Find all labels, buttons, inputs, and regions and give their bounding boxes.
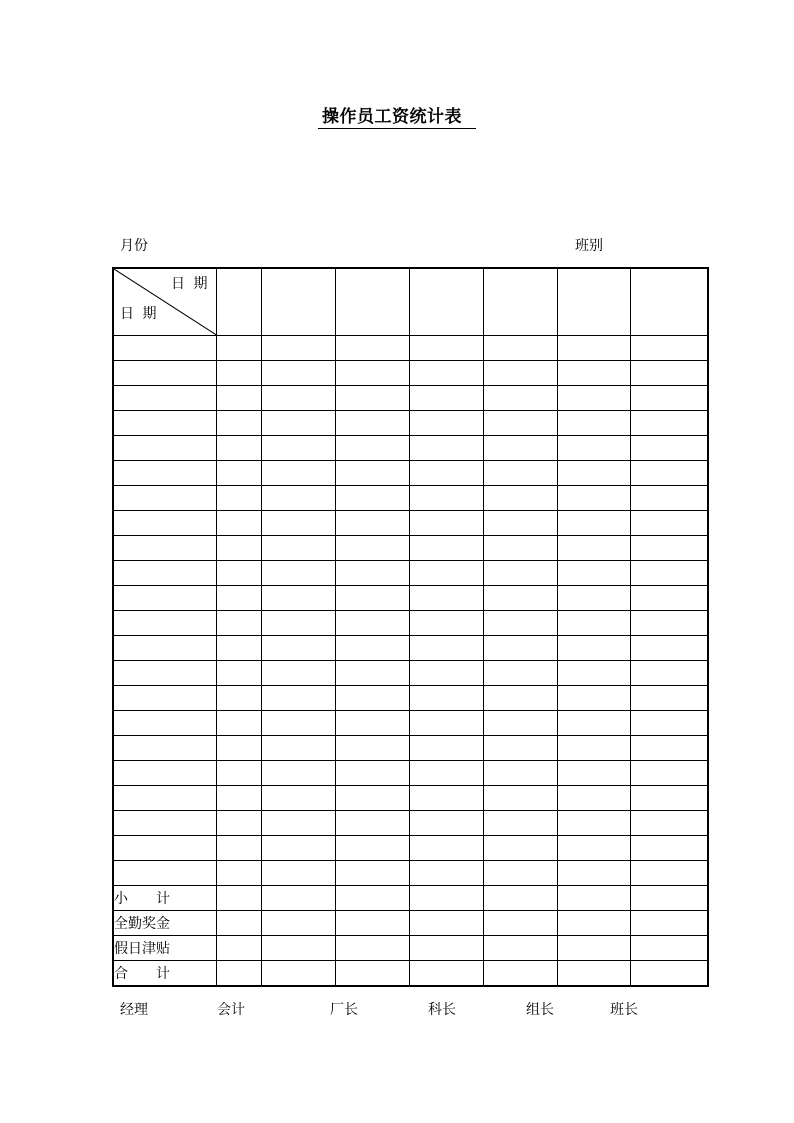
table-cell <box>261 436 335 461</box>
table-row <box>113 411 708 436</box>
table-cell <box>557 436 630 461</box>
table-cell <box>216 411 261 436</box>
table-row <box>113 461 708 486</box>
table-cell <box>113 511 216 536</box>
table-cell <box>216 761 261 786</box>
table-cell <box>409 736 483 761</box>
form-title-text: 操作员工资统计表 <box>318 106 476 129</box>
table-cell <box>216 436 261 461</box>
table-cell <box>261 886 335 911</box>
table-cell <box>409 461 483 486</box>
table-cell <box>557 736 630 761</box>
table-cell <box>409 886 483 911</box>
table-cell <box>216 586 261 611</box>
table-cell <box>409 511 483 536</box>
table-cell <box>261 761 335 786</box>
shift-label: 班别 <box>575 238 603 254</box>
table-cell <box>483 786 557 811</box>
table-cell <box>261 711 335 736</box>
table-cell <box>557 411 630 436</box>
table-cell <box>335 336 409 361</box>
table-cell <box>216 911 261 936</box>
table-cell <box>335 936 409 961</box>
table-cell <box>409 486 483 511</box>
table-cell <box>335 386 409 411</box>
table-cell <box>216 486 261 511</box>
signature-factory-director: 厂长 <box>330 1002 358 1018</box>
table-cell <box>113 361 216 386</box>
table-cell <box>483 361 557 386</box>
table-row <box>113 836 708 861</box>
table-cell <box>409 411 483 436</box>
table-cell <box>261 536 335 561</box>
table-cell <box>630 361 708 386</box>
table-cell <box>335 361 409 386</box>
table-cell <box>113 736 216 761</box>
header-cell <box>216 268 261 336</box>
table-cell <box>409 661 483 686</box>
summary-row <box>113 936 708 961</box>
table-cell <box>630 786 708 811</box>
table-cell <box>335 511 409 536</box>
table-cell <box>216 361 261 386</box>
table-cell <box>113 486 216 511</box>
table-cell <box>113 786 216 811</box>
table-cell <box>216 786 261 811</box>
row-label: 合 计 <box>113 961 216 987</box>
table-cell <box>261 961 335 987</box>
table-cell <box>216 811 261 836</box>
table-cell <box>409 761 483 786</box>
table-cell <box>557 836 630 861</box>
table-cell <box>409 836 483 861</box>
table-cell <box>557 786 630 811</box>
table-row <box>113 536 708 561</box>
table-cell <box>557 386 630 411</box>
table-cell <box>557 961 630 987</box>
table-row <box>113 361 708 386</box>
table-cell <box>630 611 708 636</box>
table-row <box>113 336 708 361</box>
table-cell <box>557 711 630 736</box>
table-row <box>113 561 708 586</box>
table-cell <box>261 686 335 711</box>
row-label: 全勤奖金 <box>113 911 216 936</box>
table-row <box>113 761 708 786</box>
table-cell <box>483 661 557 686</box>
table-cell <box>483 911 557 936</box>
table-cell <box>409 586 483 611</box>
table-cell <box>113 561 216 586</box>
table-cell <box>630 386 708 411</box>
table-cell <box>261 661 335 686</box>
table-cell <box>216 611 261 636</box>
table-cell <box>630 936 708 961</box>
table-cell <box>216 861 261 886</box>
table-cell <box>261 836 335 861</box>
table-cell <box>557 511 630 536</box>
table-row <box>113 636 708 661</box>
table-cell <box>630 736 708 761</box>
table-row <box>113 611 708 636</box>
table-cell <box>216 561 261 586</box>
table-cell <box>335 636 409 661</box>
table-cell <box>113 861 216 886</box>
table-row <box>113 811 708 836</box>
table-cell <box>483 536 557 561</box>
table-cell <box>557 761 630 786</box>
table-cell <box>409 786 483 811</box>
table-cell <box>630 561 708 586</box>
table-cell <box>409 386 483 411</box>
table-cell <box>113 711 216 736</box>
table-cell <box>409 961 483 987</box>
table-cell <box>557 911 630 936</box>
table-row <box>113 711 708 736</box>
table-cell <box>216 711 261 736</box>
table-cell <box>630 961 708 987</box>
table-cell <box>261 336 335 361</box>
table-cell <box>409 636 483 661</box>
table-cell <box>483 711 557 736</box>
table-cell <box>483 886 557 911</box>
header-cell <box>335 268 409 336</box>
table-cell <box>113 411 216 436</box>
table-cell <box>630 761 708 786</box>
table-row <box>113 861 708 886</box>
table-cell <box>483 386 557 411</box>
table-cell <box>261 636 335 661</box>
table-cell <box>335 961 409 987</box>
table-row <box>113 436 708 461</box>
table-cell <box>216 386 261 411</box>
table-cell <box>409 861 483 886</box>
table-cell <box>409 711 483 736</box>
table-cell <box>557 461 630 486</box>
table-cell <box>113 386 216 411</box>
table-cell <box>113 636 216 661</box>
table-cell <box>630 811 708 836</box>
table-cell <box>216 736 261 761</box>
table-cell <box>335 686 409 711</box>
table-cell <box>216 686 261 711</box>
header-cell <box>557 268 630 336</box>
summary-row <box>113 961 708 987</box>
table-cell <box>557 586 630 611</box>
table-cell <box>261 411 335 436</box>
table-cell <box>113 611 216 636</box>
table-cell <box>261 561 335 586</box>
table-cell <box>113 336 216 361</box>
table-cell <box>483 336 557 361</box>
table-cell <box>483 636 557 661</box>
table-cell <box>261 586 335 611</box>
table-cell <box>216 936 261 961</box>
signature-manager: 经理 <box>120 1002 148 1018</box>
table-cell <box>630 436 708 461</box>
table-cell <box>335 436 409 461</box>
table-cell <box>557 861 630 886</box>
table-cell <box>261 786 335 811</box>
signature-accountant: 会计 <box>217 1002 245 1018</box>
table-cell <box>409 611 483 636</box>
table-cell <box>557 661 630 686</box>
table-header-row <box>113 268 708 336</box>
signature-section-chief: 科长 <box>428 1002 456 1018</box>
table-cell <box>335 411 409 436</box>
table-cell <box>630 636 708 661</box>
table-cell <box>483 611 557 636</box>
header-top-label: 日 期 <box>171 276 210 292</box>
table-cell <box>335 811 409 836</box>
table-row <box>113 786 708 811</box>
table-cell <box>409 936 483 961</box>
table-cell <box>113 811 216 836</box>
table-cell <box>630 836 708 861</box>
signature-group-leader: 组长 <box>526 1002 554 1018</box>
header-cell <box>630 268 708 336</box>
table-cell <box>483 761 557 786</box>
table-cell <box>335 536 409 561</box>
header-cell <box>409 268 483 336</box>
table-cell <box>335 886 409 911</box>
table-cell <box>261 911 335 936</box>
row-label: 小 计 <box>113 886 216 911</box>
table-cell <box>261 811 335 836</box>
table-cell <box>113 661 216 686</box>
table-row <box>113 661 708 686</box>
table-cell <box>630 336 708 361</box>
table-cell <box>409 686 483 711</box>
table-cell <box>483 561 557 586</box>
table-cell <box>216 661 261 686</box>
table-cell <box>630 711 708 736</box>
table-row <box>113 736 708 761</box>
table-cell <box>409 336 483 361</box>
table-cell <box>113 686 216 711</box>
table-cell <box>557 486 630 511</box>
table-cell <box>409 811 483 836</box>
table-cell <box>630 461 708 486</box>
table-cell <box>630 911 708 936</box>
signature-shift-leader: 班长 <box>610 1002 638 1018</box>
table-cell <box>483 961 557 987</box>
table-cell <box>557 886 630 911</box>
table-cell <box>335 461 409 486</box>
header-cell <box>261 268 335 336</box>
table-cell <box>409 536 483 561</box>
table-row <box>113 386 708 411</box>
table-cell <box>630 486 708 511</box>
table-cell <box>216 336 261 361</box>
table-cell <box>557 561 630 586</box>
table-cell <box>483 586 557 611</box>
header-bottom-label: 日 期 <box>120 306 159 322</box>
table-cell <box>557 936 630 961</box>
table-cell <box>335 861 409 886</box>
table-row <box>113 686 708 711</box>
form-title <box>0 106 794 129</box>
row-label: 假日津贴 <box>113 936 216 961</box>
table-cell <box>483 411 557 436</box>
table-cell <box>216 886 261 911</box>
table-row <box>113 511 708 536</box>
table-cell <box>483 436 557 461</box>
table-cell <box>557 611 630 636</box>
table-cell <box>113 536 216 561</box>
summary-row <box>113 886 708 911</box>
table-cell <box>261 736 335 761</box>
table-cell <box>409 911 483 936</box>
table-cell <box>335 761 409 786</box>
table-cell <box>630 886 708 911</box>
table-cell <box>483 811 557 836</box>
table-cell <box>216 536 261 561</box>
wage-table <box>112 267 709 987</box>
table-cell <box>630 661 708 686</box>
table-cell <box>483 936 557 961</box>
table-cell <box>113 836 216 861</box>
table-cell <box>261 386 335 411</box>
table-cell <box>483 736 557 761</box>
table-cell <box>216 636 261 661</box>
table-cell <box>216 461 261 486</box>
table-cell <box>557 361 630 386</box>
table-cell <box>261 461 335 486</box>
table-cell <box>335 736 409 761</box>
table-cell <box>113 761 216 786</box>
table-cell <box>261 611 335 636</box>
table-cell <box>483 486 557 511</box>
table-row <box>113 586 708 611</box>
table-cell <box>335 711 409 736</box>
table-cell <box>557 336 630 361</box>
table-cell <box>483 836 557 861</box>
table-cell <box>261 361 335 386</box>
table-cell <box>409 436 483 461</box>
table-cell <box>335 611 409 636</box>
table-cell <box>335 586 409 611</box>
table-cell <box>335 786 409 811</box>
table-row <box>113 486 708 511</box>
table-cell <box>483 511 557 536</box>
table-cell <box>630 511 708 536</box>
table-cell <box>261 511 335 536</box>
table-cell <box>261 936 335 961</box>
table-cell <box>335 911 409 936</box>
month-label: 月份 <box>120 238 148 254</box>
table-cell <box>630 411 708 436</box>
diagonal-header-cell <box>113 268 216 336</box>
table-cell <box>216 511 261 536</box>
table-cell <box>216 961 261 987</box>
table-cell <box>483 686 557 711</box>
table-cell <box>113 461 216 486</box>
table-cell <box>261 861 335 886</box>
table-cell <box>630 586 708 611</box>
table-cell <box>409 561 483 586</box>
summary-row <box>113 911 708 936</box>
table-cell <box>630 861 708 886</box>
table-cell <box>261 486 335 511</box>
table-cell <box>335 836 409 861</box>
table-cell <box>335 661 409 686</box>
table-cell <box>335 486 409 511</box>
table-cell <box>557 686 630 711</box>
table-cell <box>113 586 216 611</box>
table-cell <box>483 461 557 486</box>
header-cell <box>483 268 557 336</box>
table-cell <box>557 636 630 661</box>
table-cell <box>113 436 216 461</box>
table-cell <box>216 836 261 861</box>
table-cell <box>557 811 630 836</box>
table-cell <box>557 536 630 561</box>
table-cell <box>483 861 557 886</box>
table-cell <box>335 561 409 586</box>
table-cell <box>630 536 708 561</box>
table-cell <box>630 686 708 711</box>
table-cell <box>409 361 483 386</box>
